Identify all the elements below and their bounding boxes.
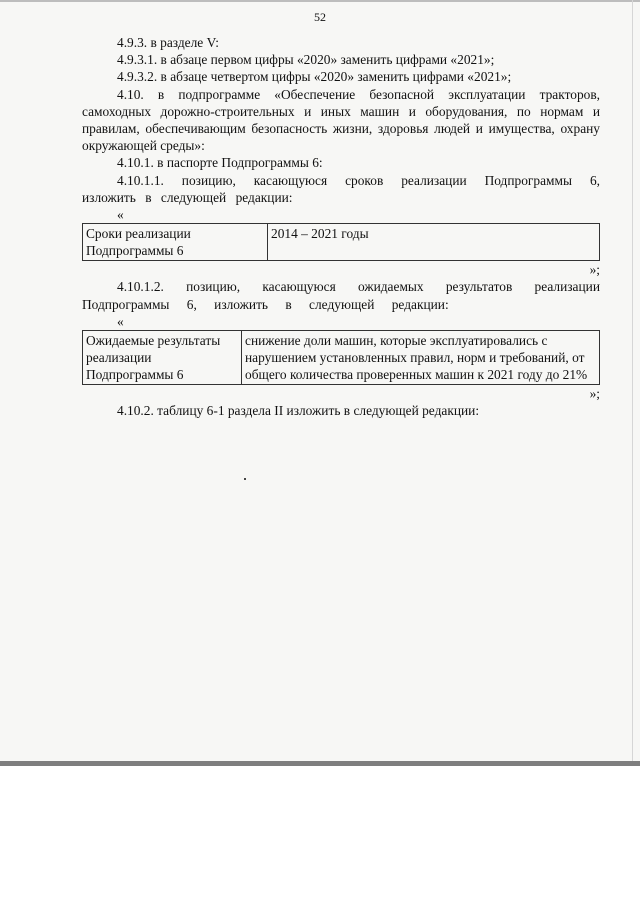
closing-quote: »; xyxy=(589,386,600,402)
opening-quote: « xyxy=(117,207,124,223)
scan-bottom-edge xyxy=(0,761,640,766)
terms-table xyxy=(82,223,600,261)
results-value-cell: снижение доли машин, которые эксплуатировались с нарушением установленных правил, норм и требований, от общего количества проверенных машин к 2021 году до 21% xyxy=(242,331,600,385)
terms-label-cell: Сроки реализации Подпрограммы 6 xyxy=(83,224,268,261)
results-table xyxy=(82,330,600,385)
paragraph-4-9-3: 4.9.3. в разделе V: xyxy=(117,35,219,50)
results-label-cell: Ожидаемые результаты реализации Подпрограммы 6 xyxy=(83,331,242,385)
table-row xyxy=(83,224,600,261)
paragraph-4-10: 4.10. в подпрограмме «Обеспечение безопасной эксплуатации тракторов, самоходных дорожно-строительных и иных машин и оборудования, по нормам и правилам, обеспечивающим безопасность жизни, здоровья людей и имущества, охрану окружающей среды»: xyxy=(82,86,600,154)
paragraph-4-10-1: 4.10.1. в паспорте Подпрограммы 6: xyxy=(117,155,323,171)
page-number: 52 xyxy=(314,10,326,24)
paragraph-4-10-1-1: 4.10.1.1. позицию, касающуюся сроков реализации Подпрограммы 6, изложить в следующей редакции: xyxy=(82,172,600,205)
paragraph-4-9-3-2: 4.9.3.2. в абзаце четвертом цифры «2020» заменить цифрами «2021»; xyxy=(117,69,512,85)
closing-quote: »; xyxy=(589,262,600,278)
table-row xyxy=(83,331,600,385)
opening-quote: « xyxy=(117,313,124,329)
paragraph-4-10-2: 4.10.2. таблицу 6-1 раздела II изложить в следующей редакции: xyxy=(117,403,480,419)
scan-speck xyxy=(244,478,246,480)
document-body xyxy=(82,34,600,419)
paragraph-4-10-1-2: 4.10.1.2. позицию, касающуюся ожидаемых результатов реализации Подпрограммы 6, изложить в следующей редакции: xyxy=(82,279,600,312)
terms-value-cell: 2014 – 2021 годы xyxy=(268,224,600,261)
paragraph-4-9-3-1: 4.9.3.1. в абзаце первом цифры «2020» заменить цифрами «2021»; xyxy=(117,52,495,68)
